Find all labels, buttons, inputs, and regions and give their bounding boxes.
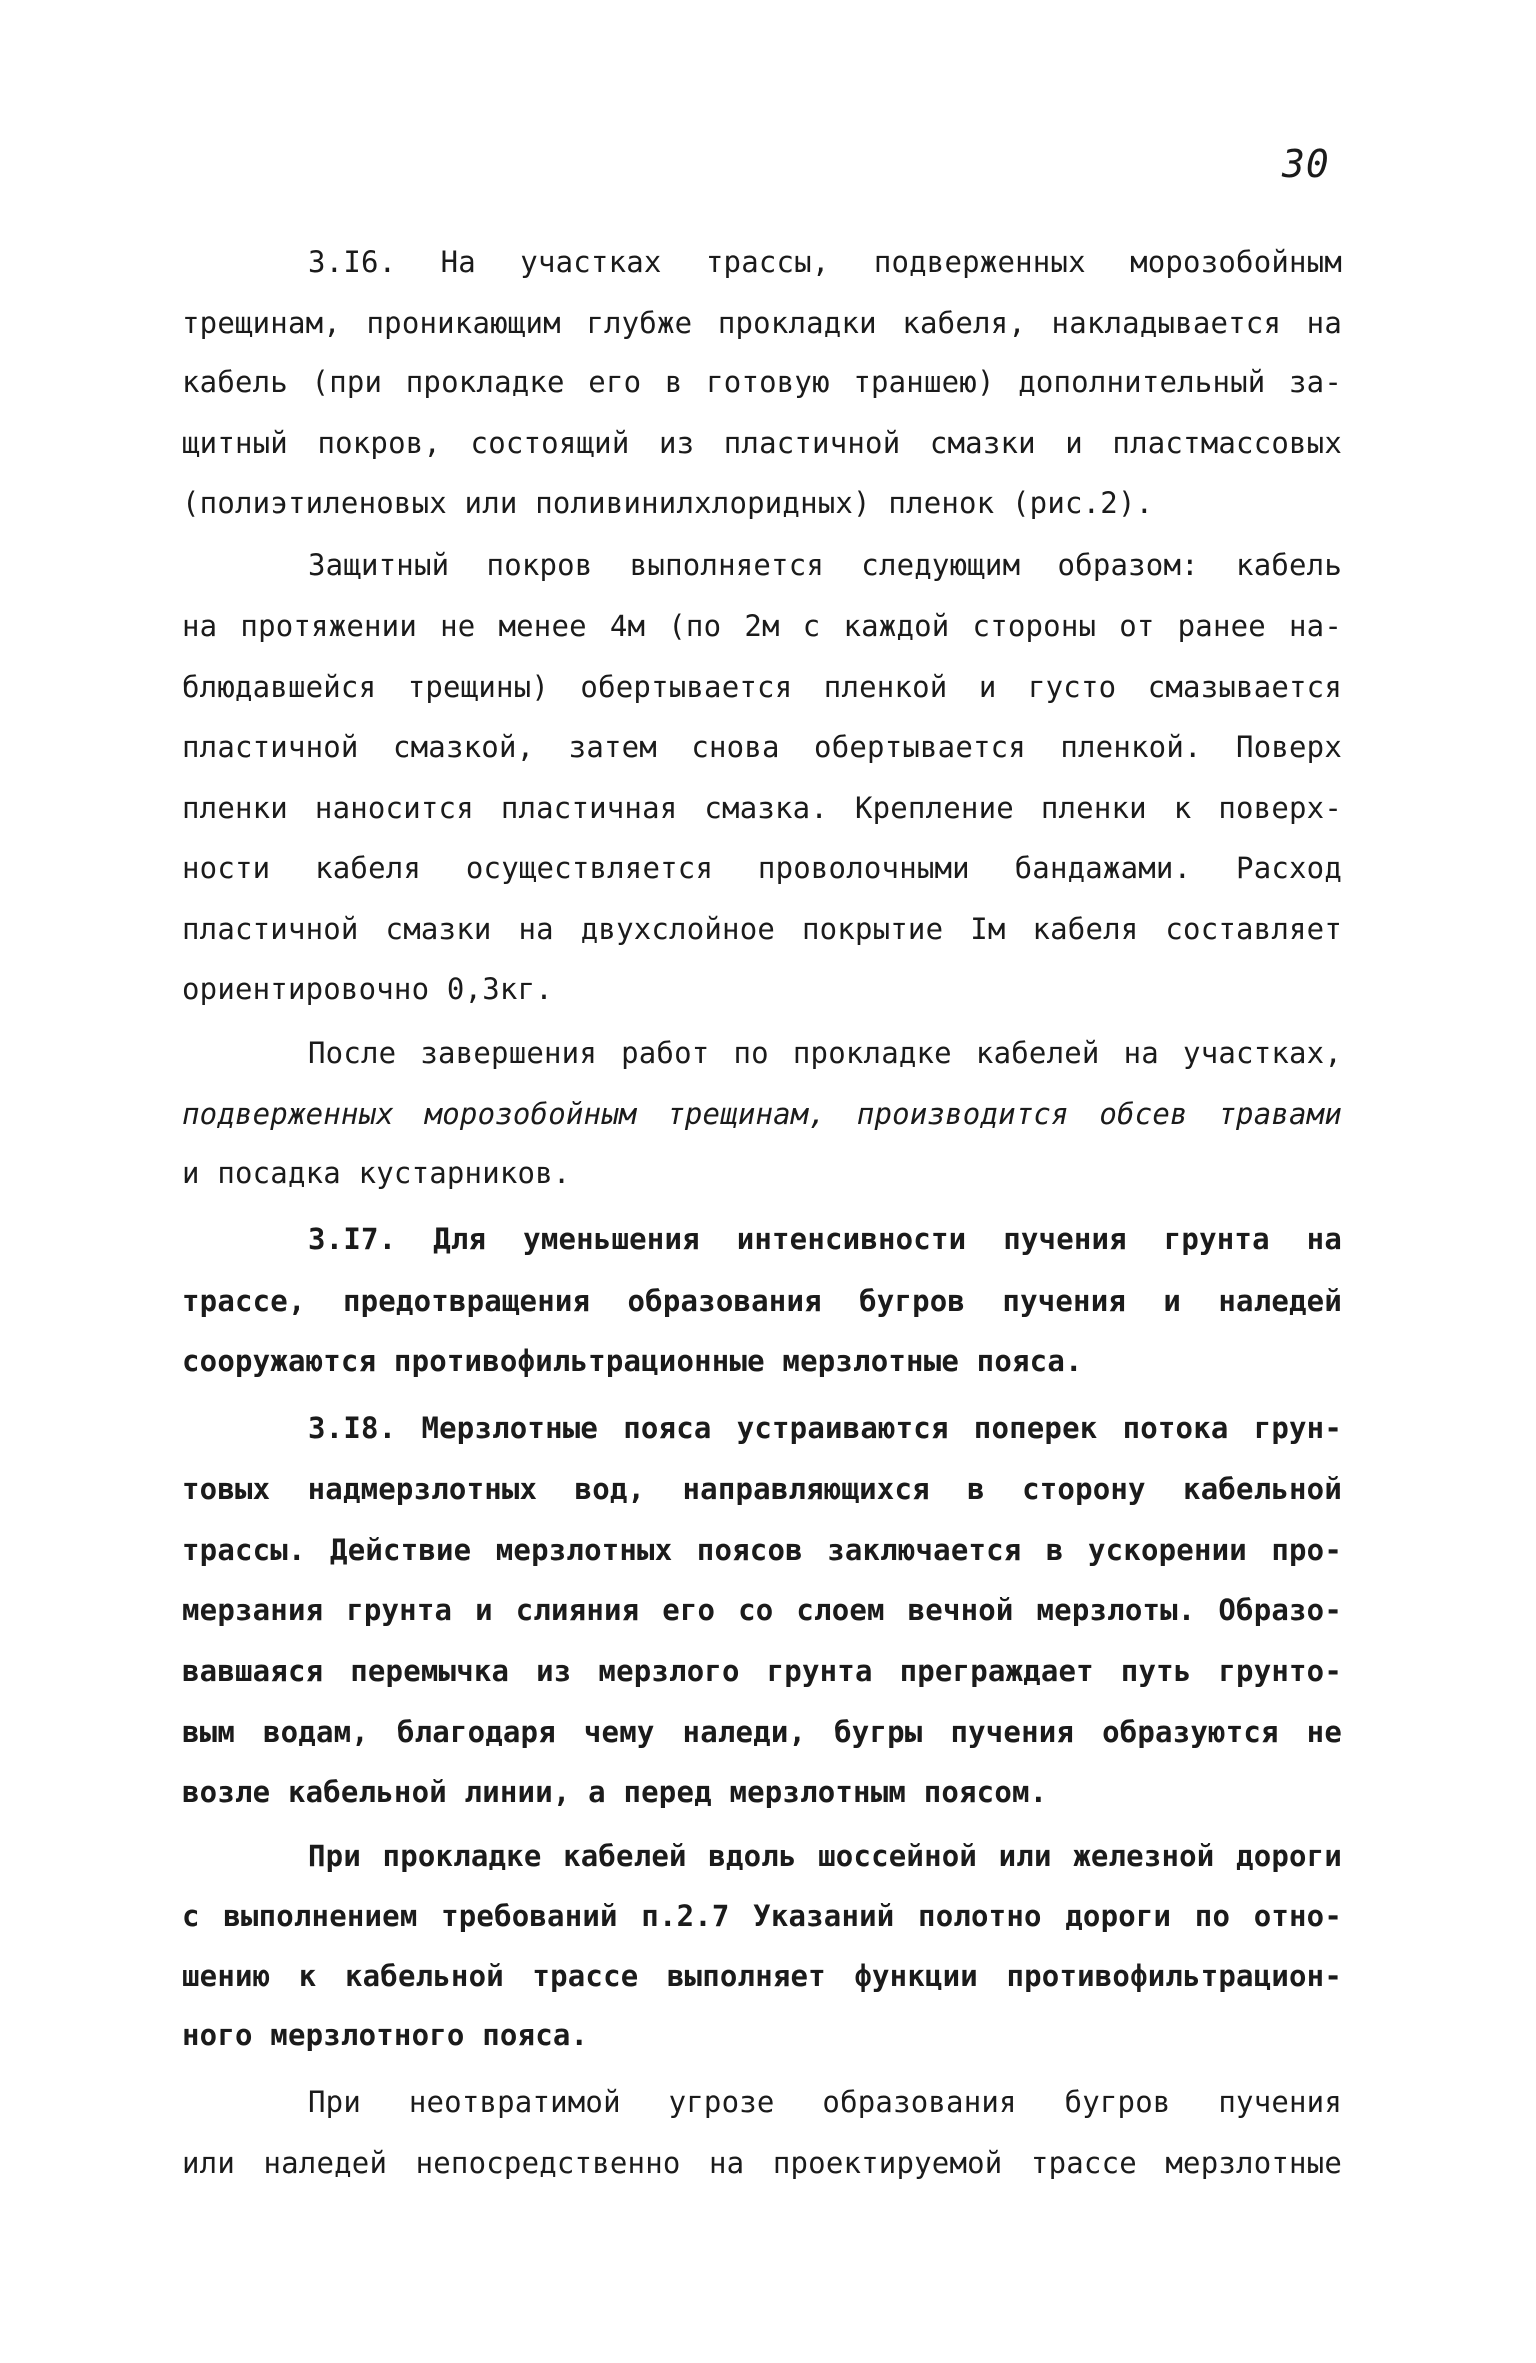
text-line: сооружаются противофильтрационные мерзлотные пояса. <box>182 1344 1083 1378</box>
text-line: пластичной смазки на двухслойное покрытие Iм кабеля составляет <box>182 912 1342 946</box>
text-line: При неотвратимой угрозе образования бугров пучения <box>308 2085 1342 2119</box>
page-number: 30 <box>1282 142 1330 186</box>
text-line: и посадка кустарников. <box>182 1156 571 1190</box>
text-line: трассы. Действие мерзлотных поясов заключается в ускорении про- <box>182 1533 1342 1567</box>
text-line: кабель (при прокладке его в готовую траншею) дополнительный за- <box>182 365 1342 399</box>
text-line: мерзания грунта и слияния его со слоем вечной мерзлоты. Образо- <box>182 1593 1342 1627</box>
text-line: на протяжении не менее 4м (по 2м с каждой стороны от ранее на- <box>182 609 1342 643</box>
text-line: пластичной смазкой, затем снова обертывается пленкой. Поверх <box>182 730 1342 764</box>
text-line: с выполнением требований п.2.7 Указаний полотно дороги по отно- <box>182 1899 1342 1933</box>
text-line: ности кабеля осуществляется проволочными бандажами. Расход <box>182 851 1342 885</box>
text-line: шению к кабельной трассе выполняет функции противофильтрацион- <box>182 1959 1342 1993</box>
text-line: ориентировочно 0,3кг. <box>182 972 553 1006</box>
text-line: Защитный покров выполняется следующим образом: кабель <box>308 548 1342 582</box>
text-line: 3.I7. Для уменьшения интенсивности пучения грунта на <box>308 1222 1342 1256</box>
text-line: возле кабельной линии, а перед мерзлотным поясом. <box>182 1775 1048 1809</box>
text-line: 3.I8. Мерзлотные пояса устраиваются поперек потока грун- <box>308 1411 1342 1445</box>
text-line: щитный покров, состоящий из пластичной смазки и пластмассовых <box>182 426 1342 460</box>
text-line: подверженных морозобойным трещинам, производится обсев травами <box>182 1097 1342 1131</box>
text-line: трещинам, проникающим глубже прокладки кабеля, накладывается на <box>182 306 1342 340</box>
text-line: вавшаяся перемычка из мерзлого грунта преграждает путь грунто- <box>182 1654 1342 1688</box>
text-line: трассе, предотвращения образования бугров пучения и наледей <box>182 1284 1342 1318</box>
text-line: блюдавшейся трещины) обертывается пленкой и густо смазывается <box>182 670 1342 704</box>
text-line: После завершения работ по прокладке кабелей на участках, <box>308 1036 1342 1070</box>
text-line: пленки наносится пластичная смазка. Крепление пленки к поверх- <box>182 791 1342 825</box>
text-line: товых надмерзлотных вод, направляющихся в сторону кабельной <box>182 1472 1342 1506</box>
text-line: вым водам, благодаря чему наледи, бугры пучения образуются не <box>182 1715 1342 1749</box>
text-line: ного мерзлотного пояса. <box>182 2018 589 2052</box>
text-line: или наледей непосредственно на проектируемой трассе мерзлотные <box>182 2146 1342 2180</box>
text-line: 3.I6. На участках трассы, подверженных морозобойным <box>308 245 1342 279</box>
text-line: (полиэтиленовых или поливинилхлоридных) пленок (рис.2). <box>182 486 1154 520</box>
text-line: При прокладке кабелей вдоль шоссейной или железной дороги <box>308 1839 1342 1873</box>
